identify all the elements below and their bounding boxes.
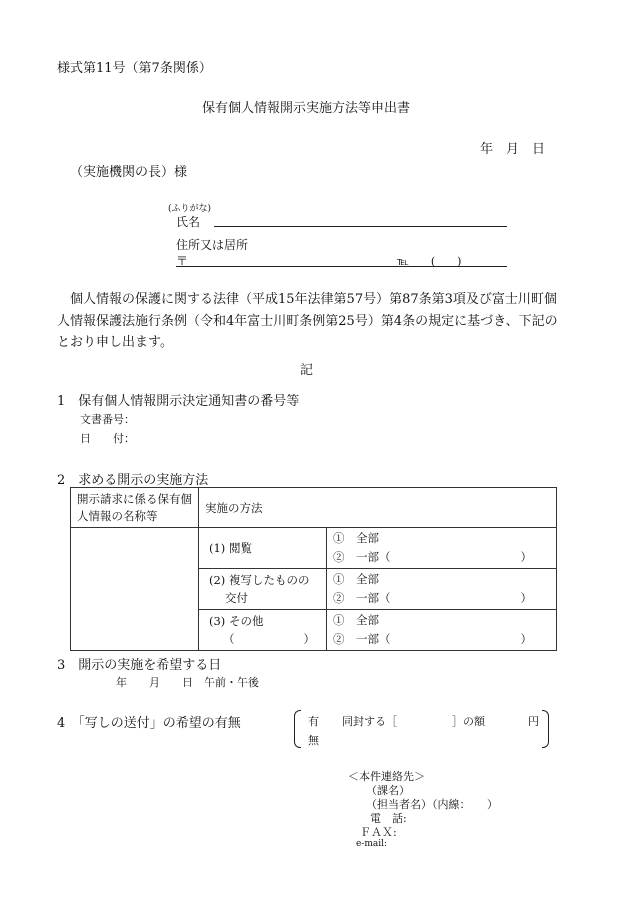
name-field[interactable] bbox=[214, 226, 507, 227]
header-method: 実施の方法 bbox=[199, 488, 557, 528]
info-name-cell[interactable] bbox=[71, 528, 199, 651]
contact-heading: ＜本件連絡先＞ bbox=[348, 770, 425, 783]
address-field[interactable] bbox=[176, 266, 507, 267]
preferred-date: 年 月 日 午前・午後 bbox=[116, 676, 259, 689]
option-yes[interactable]: 有 bbox=[308, 715, 319, 728]
option-partial[interactable]: ② 一部（ ） bbox=[333, 591, 532, 605]
tel-label: ℡ ( ) bbox=[397, 255, 462, 268]
enclose-label: 同封する［ bbox=[342, 715, 397, 728]
contact-phone: 電 話: bbox=[370, 812, 407, 825]
section3-heading: 3 開示の実施を希望する日 bbox=[57, 658, 222, 673]
method-view-options[interactable] bbox=[327, 528, 557, 569]
option-all[interactable]: ① 全部 bbox=[333, 572, 379, 586]
contact-email: e-mail: bbox=[356, 839, 388, 849]
document-number-label: 文書番号： bbox=[80, 413, 135, 426]
method-view: (1) 閲覧 bbox=[199, 528, 327, 569]
table-row bbox=[71, 528, 557, 569]
option-no[interactable]: 無 bbox=[308, 734, 319, 747]
address-label: 住所又は居所 bbox=[176, 238, 249, 252]
name-label: 氏名 bbox=[176, 215, 201, 229]
section2-heading: 2 求める開示の実施方法 bbox=[57, 473, 209, 488]
header-info-name: 開示請求に係る保有個人情報の名称等 bbox=[71, 488, 199, 528]
yen-label: 円 bbox=[528, 715, 539, 728]
ki-label: 記 bbox=[300, 363, 314, 378]
contact-fax: ＦＡＸ: bbox=[360, 826, 397, 839]
section4-heading: 4 「写しの送付」の希望の有無 bbox=[57, 716, 241, 731]
notice-date-label: 日 付： bbox=[80, 432, 135, 445]
method-copy: (2) 複写したものの 交付 bbox=[199, 569, 327, 610]
addressee: （実施機関の長）様 bbox=[70, 165, 188, 180]
section1-heading: 1 保有個人情報開示決定通知書の番号等 bbox=[57, 394, 300, 409]
option-all[interactable]: ① 全部 bbox=[333, 613, 379, 627]
submission-date: 年 月 日 bbox=[480, 142, 546, 157]
postal-mark: 〒 bbox=[176, 254, 189, 268]
option-partial[interactable]: ② 一部（ ） bbox=[333, 632, 532, 646]
amount-label: ］の額 bbox=[452, 715, 485, 728]
option-partial[interactable]: ② 一部（ ） bbox=[333, 550, 532, 564]
table-header-row bbox=[71, 488, 557, 528]
form-title: 保有個人情報開示実施方法等申出書 bbox=[202, 101, 411, 116]
disclosure-method-table bbox=[70, 487, 557, 651]
right-brace bbox=[542, 710, 549, 748]
declaration-paragraph: 個人情報の保護に関する法律（平成15年法律第57号）第87条第3項及び富士川町個人情報保護法施行条例（令和4年富士川町条例第25号）第4条の規定に基づき、下記のとおり申し出ます。 bbox=[57, 292, 558, 350]
method-other: (3) その他 （ ） bbox=[199, 610, 327, 651]
form-number: 様式第11号（第7条関係） bbox=[57, 61, 212, 76]
contact-section: （課名） bbox=[366, 784, 410, 797]
method-other-options[interactable] bbox=[327, 610, 557, 651]
option-all[interactable]: ① 全部 bbox=[333, 531, 379, 545]
left-brace bbox=[294, 710, 301, 748]
furigana-label: (ふりがな) bbox=[168, 204, 212, 214]
method-copy-options[interactable] bbox=[327, 569, 557, 610]
contact-person: （担当者名）（内線： ） bbox=[366, 798, 498, 811]
